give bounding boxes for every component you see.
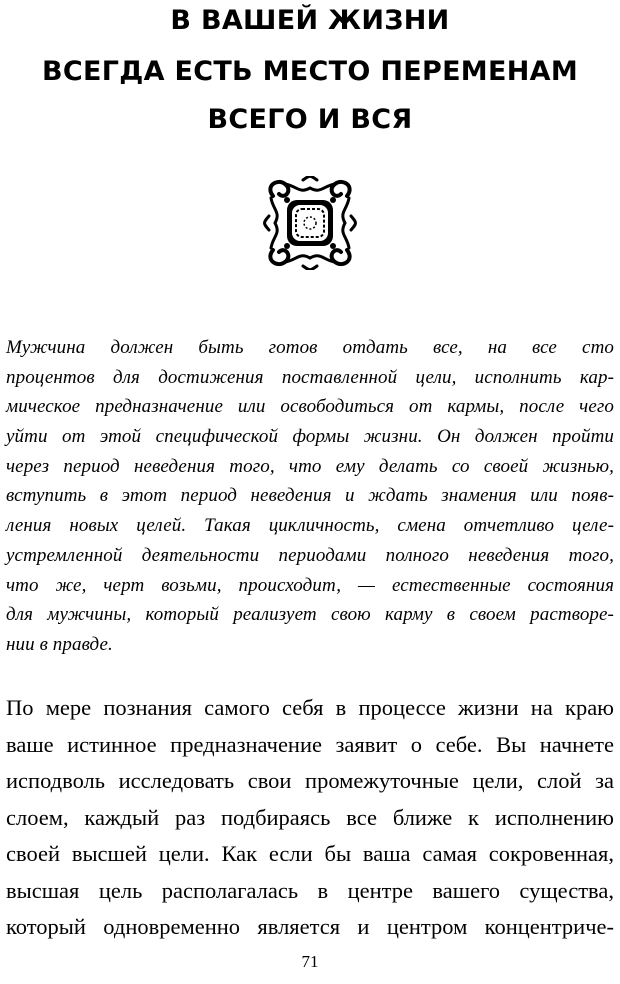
- body-line: ваше истинное предназначение заявит о себе. Вы начнете: [6, 731, 614, 757]
- chapter-title-line-1: В ВАШЕЙ ЖИЗНИ: [170, 5, 450, 36]
- body-line: По мере познания самого себя в процессе жизни на краю: [6, 695, 614, 720]
- page-number: 71: [301, 952, 319, 971]
- chapter-title-line-2: ВСЕГДА ЕСТЬ МЕСТО ПЕРЕМЕНАМ: [42, 56, 578, 87]
- decorative-ornament-icon: [263, 176, 357, 270]
- quote-line: устремленной деятельности периодами полного неведения того,: [6, 544, 614, 566]
- body-line: исподволь исследовать свои промежуточные цели, слой за: [6, 768, 614, 793]
- quote-line: уйти от этой специфической формы жизни. Он должен пройти: [6, 426, 614, 448]
- quote-line: ления новых целей. Такая цикличность, смена отчетливо целе-: [6, 515, 614, 537]
- body-line: высшая цель располагалась в центре вашего существа,: [6, 877, 614, 903]
- quote-line: нии в правде.: [6, 633, 113, 655]
- quote-line: что же, черт возьми, происходит, — естественные состояния: [6, 574, 614, 596]
- body-line: слоем, каждый раз подбираясь все ближе к исполнению: [6, 804, 614, 830]
- quote-line: мическое предназначение или освободиться от кармы, после чего: [6, 396, 614, 418]
- chapter-title-line-3: ВСЕГО И ВСЯ: [207, 104, 413, 135]
- epigraph-quote: [6, 333, 614, 660]
- quote-line: через период неведения того, что ему делать со своей жизнью,: [6, 455, 614, 477]
- quote-line: для мужчины, который реализует свою карму в своем растворе-: [6, 604, 614, 626]
- quote-line: Мужчина должен быть готов отдать все, на все сто: [6, 337, 614, 358]
- body-paragraph: [6, 690, 614, 946]
- quote-line: процентов для достижения поставленной цели, исполнить кар-: [6, 366, 614, 388]
- body-line: своей высшей цели. Как если бы ваша самая сокровенная,: [6, 841, 614, 866]
- body-line: который одновременно является и центром концентриче-: [6, 914, 614, 939]
- quote-line: вступить в этот период неведения и ждать знамения или появ-: [6, 485, 614, 507]
